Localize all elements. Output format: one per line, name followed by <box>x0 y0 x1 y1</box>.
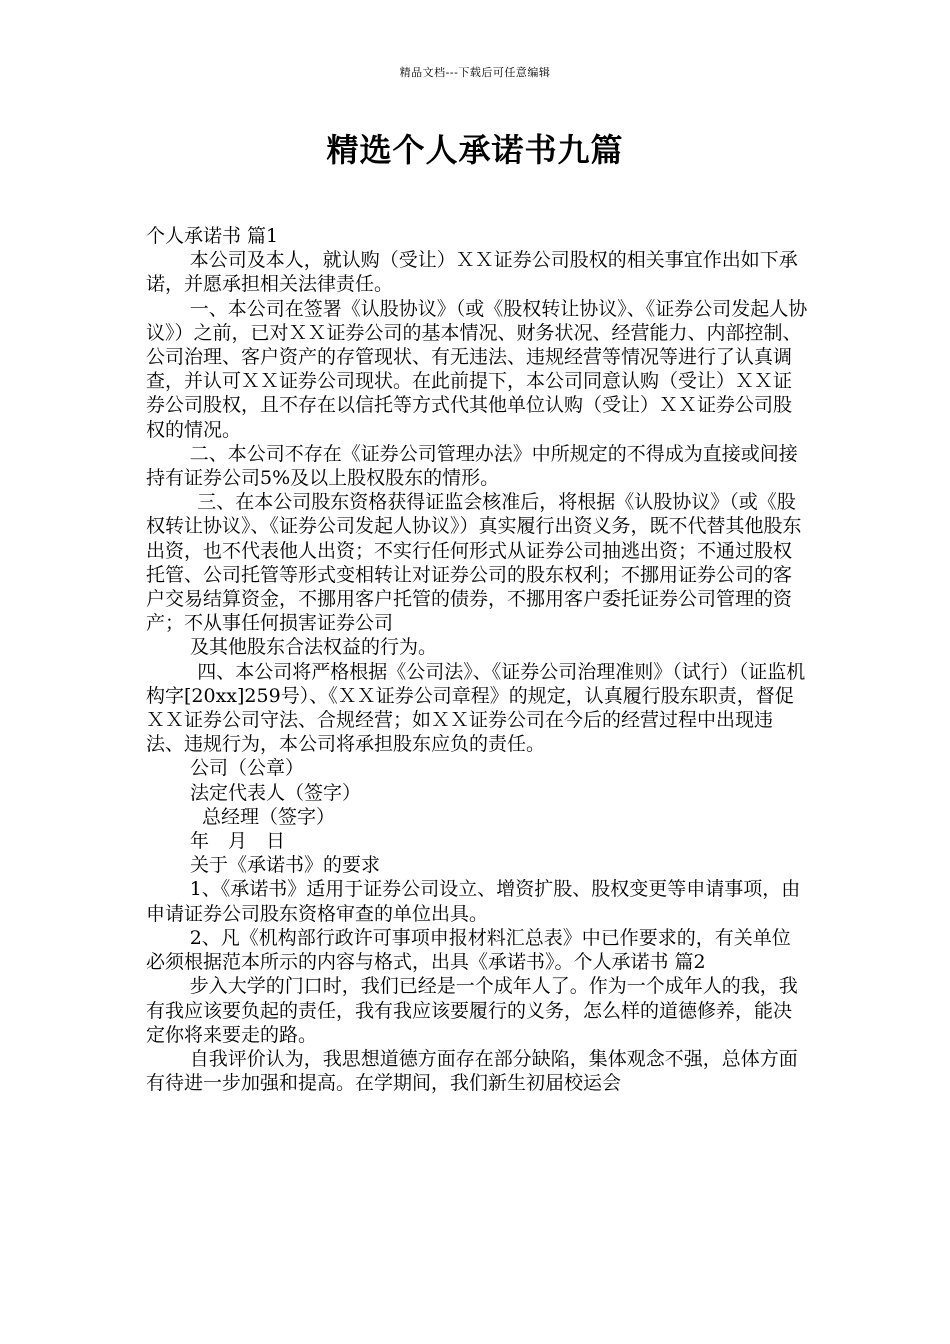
paragraph: 一、本公司在签署《认股协议》（或《股权转让协议》、《证券公司发起人协议》）之前，已对ＸＸ证券公司的基本情况、财务状况、经营能力、内部控制、公司治理、客户资产的存管现状、有无违法、违规经营等情况等进行了认真调查，并认可ＸＸ证券公司现状。在此前提下，本公司同意认购（受让）ＸＸ证券公司股权，且不存在以信托等方式代其他单位认购（受让）ＸＸ证券公司股权的情况。 <box>146 297 808 441</box>
paragraph: 1、《承诺书》适用于证券公司设立、增资扩股、股权变更等申请事项，由申请证券公司股东资格审查的单位出具。 <box>146 878 801 925</box>
document-title: 精选个人承诺书九篇 <box>326 131 624 169</box>
paragraph: 及其他股东合法权益的行为。 <box>190 636 438 659</box>
signature-legal-rep: 法定代表人（签字） <box>190 781 362 804</box>
paragraph: 自我评价认为，我思想道德方面存在部分缺陷，集体观念不强，总体方面有待进一步加强和提高。在学期间，我们新生初届校运会 <box>146 1047 798 1095</box>
signature-date: 年 月 日 <box>190 830 286 853</box>
signature-general-manager: 总经理（签字） <box>202 805 336 828</box>
paragraph: 2、凡《机构部行政许可事项申报材料汇总表》中已作要求的，有关单位必须根据范本所示的内容与格式，出具《承诺书》。个人承诺书 篇2 <box>146 926 791 974</box>
paragraph: 二、本公司不存在《证券公司管理办法》中所规定的不得成为直接或间接持有证券公司5%及以上股权股东的情形。 <box>146 442 798 490</box>
section-heading: 个人承诺书 篇1 <box>146 225 279 247</box>
subsection-heading: 关于《承诺书》的要求 <box>190 854 381 877</box>
paragraph: 三、在本公司股东资格获得证监会核准后，将根据《认股协议》（或《股权转让协议》、《证券公司发起人协议》）真实履行出资义务，既不代替其他股东出资，也不代表他人出资；不实行任何形式从证券公司抽逃出资；不通过股权托管、公司托管等形式变相转让对证券公司的股东权利；不挪用证券公司的客户交易结算资金，不挪用客户托管的债券，不挪用客户委托证券公司管理的资产；不从事任何损害证券公司 <box>146 491 802 635</box>
signature-company: 公司（公章） <box>190 757 305 780</box>
document-body <box>146 224 808 1095</box>
paragraph: 四、本公司将严格根据《公司法》、《证券公司治理准则》（试行）（证监机构字[20xx]259号）、《ＸＸ证券公司章程》的规定，认真履行股东职责，督促ＸＸ证券公司守法、合规经营；如ＸＸ证券公司在今后的经营过程中出现违法、违规行为，本公司将承担股东应负的责任。 <box>146 660 806 756</box>
header-note: 精品文档---下载后可任意编辑 <box>399 66 551 79</box>
paragraph: 本公司及本人，就认购（受让）ＸＸ证券公司股权的相关事宜作出如下承诺，并愿承担相关法律责任。 <box>146 249 798 296</box>
paragraph: 步入大学的门口时，我们已经是一个成年人了。作为一个成年人的我，我有我应该要负起的责任，我有我应该要履行的义务，怎么样的道德修养，能决定你将来要走的路。 <box>146 975 798 1046</box>
